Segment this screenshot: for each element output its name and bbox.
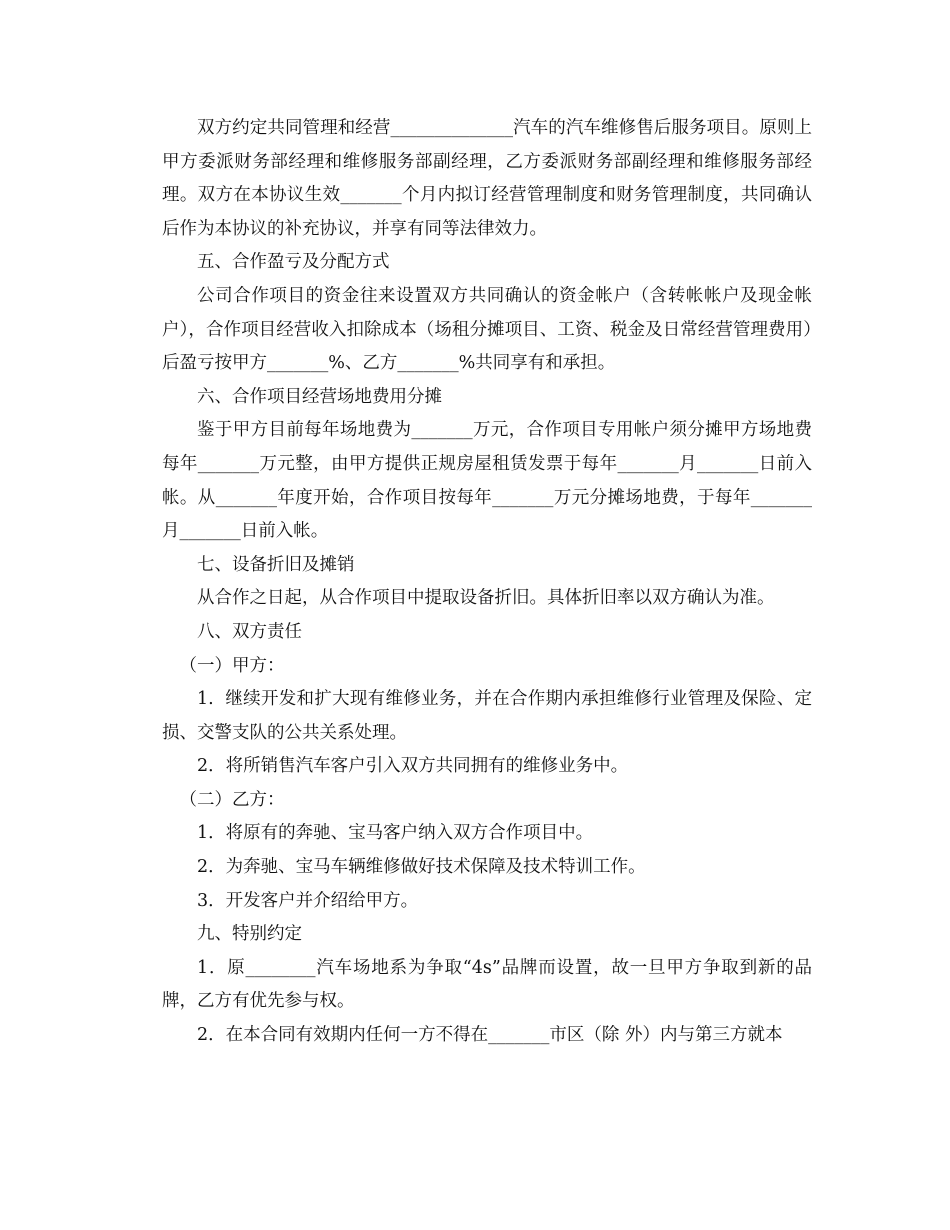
section-heading-7: 七、设备折旧及摊销: [197, 554, 355, 575]
section-heading-9: 九、特别约定: [197, 924, 302, 945]
list-item-party-b-1: 1．将原有的奔驰、宝马客户纳入双方合作项目中。: [197, 823, 594, 844]
section-heading-8: 八、双方责任: [197, 621, 302, 642]
subheading-party-b: （二）乙方：: [179, 789, 285, 810]
list-item-party-a-2: 2．将所销售汽车客户引入双方共同拥有的维修业务中。: [197, 756, 629, 777]
section-heading-6: 六、合作项目经营场地费用分摊: [197, 386, 442, 407]
paragraph-site-fee: 鉴于甲方目前每年场地费为_______万元，合作项目专用帐户须分摊甲方场地费每年_______万元整，由甲方提供正规房屋租赁发票于每年_______月_______日前入帐。从_______年度开始，合作项目按每年_______万元分摊场地费，于每年_______月_______日前入帐。: [162, 420, 812, 542]
section-heading-5: 五、合作盈亏及分配方式: [197, 252, 390, 273]
paragraph-profit-distribution: 公司合作项目的资金往来设置双方共同确认的资金帐户（含转帐帐户及现金帐户），合作项目经营收入扣除成本（场租分摊项目、工资、税金及日常经营管理费用）后盈亏按甲方_______%、乙方_______%共同享有和承担。: [162, 285, 812, 374]
list-item-party-b-2: 2．为奔驰、宝马车辆维修做好技术保障及技术特训工作。: [197, 857, 646, 878]
list-item-special-2: 2．在本合同有效期内任何一方不得在_______市区（除 外）内与第三方就本: [197, 1025, 783, 1046]
document-body: [162, 112, 812, 1053]
list-item-special-1: 1．原________汽车场地系为争取“4s”品牌而设置，故一旦甲方争取到新的品牌，乙方有优先参与权。: [162, 957, 812, 1012]
list-item-party-a-1: 1. 继续开发和扩大现有维修业务，并在合作期内承担维修行业管理及保险、定损、交警支队的公共关系处理。: [162, 689, 812, 743]
subheading-party-a: （一）甲方：: [179, 655, 285, 676]
list-item-party-b-3: 3．开发客户并介绍给甲方。: [197, 890, 419, 911]
paragraph-depreciation: 从合作之日起，从合作项目中提取设备折旧。具体折旧率以双方确认为准。: [197, 588, 775, 609]
paragraph-joint-management: 双方约定共同管理和经营______________汽车的汽车维修售后服务项目。原则上甲方委派财务部经理和维修服务部副经理，乙方委派财务部副经理和维修服务部经理。双方在本协议生效_______个月内拟订经营管理制度和财务管理制度，共同确认后作为本协议的补充协议，并享有同等法律效力。: [162, 118, 812, 239]
